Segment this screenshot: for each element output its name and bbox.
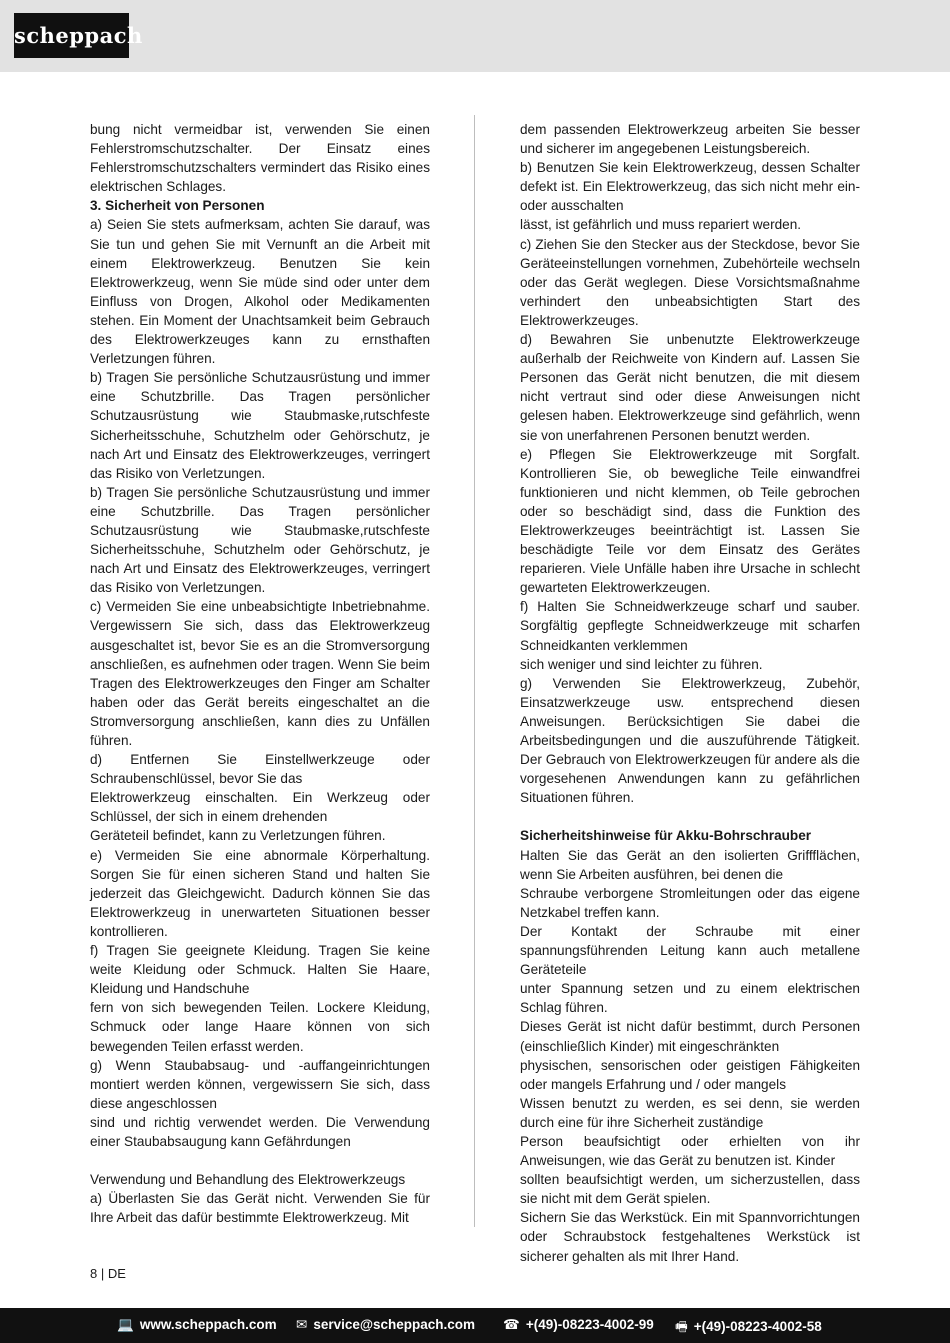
paragraph: b) Tragen Sie persönliche Schutzausrüstung und immer eine Schutzbrille. Das Tragen persönlicher Schutzausrüstung wie Staubmaske,rutschfeste Sicherheitsschuhe, Schutzhelm oder Gehörschutz, je nach Art und Einsatz des Elektrowerkzeuges, verringert das Risiko von Verletzungen. [90,370,430,481]
page-number: 8 | DE [90,1266,126,1281]
paragraph: d) Bewahren Sie unbenutzte Elektrowerkzeuge außerhalb der Reichweite von Kindern auf. Lassen Sie Personen das Gerät nicht benutzen, die mit diesem nicht vertraut sind oder diese Anweisungen nicht gelesen haben. Elektrowerkzeuge sind gefährlich, wenn sie von unerfahrenen Personen benutzt werden. [520,332,860,443]
header-band [0,0,950,72]
paragraph: fern von sich bewegenden Teilen. Lockere Kleidung, Schmuck oder lange Haare können von sich bewegenden Teilen erfasst werden. [90,1000,430,1054]
paragraph: unter Spannung setzen und zu einem elektrischen Schlag führen. [520,981,860,1016]
paragraph: e) Pflegen Sie Elektrowerkzeuge mit Sorgfalt. Kontrollieren Sie, ob bewegliche Teile einwandfrei funktionieren und nicht klemmen, ob Teile gebrochen oder so beschädigt sind, dass die Funktion des Elektrowerkzeuges beeinträchtigt ist. Lassen Sie beschädigte Teile vor dem Einsatz des Gerätes reparieren. Viele Unfälle haben ihre Ursache in schlecht gewarteten Elektrowerkzeugen. [520,446,860,596]
paragraph: dem passenden Elektrowerkzeug arbeiten Sie besser und sicherer im angegebenen Leistungsbereich. [520,122,860,157]
footer-phone[interactable] [503,1317,654,1333]
right-column [520,120,860,1266]
mail-icon: ✉ [296,1317,308,1332]
paragraph: b) Tragen Sie persönliche Schutzausrüstung und immer eine Schutzbrille. Das Tragen persönlicher Schutzausrüstung wie Staubmaske,rutschfeste Sicherheitsschuhe, Schutzhelm oder Gehörschutz, je nach Art und Einsatz des Elektrowerkzeuges, verringert das Risiko von Verletzungen. [90,484,430,596]
section-heading: 3. Sicherheit von Personen [90,198,265,214]
paragraph: b) Benutzen Sie kein Elektrowerkzeug, dessen Schalter defekt ist. Ein Elektrowerkzeug, das sich nicht mehr ein- oder ausschalten [520,160,860,214]
fax-icon: 🖷 [675,1319,688,1334]
paragraph: Der Kontakt der Schraube mit einer spannungsführenden Leitung kann auch metallene Geräteteile [520,923,860,978]
footer-bar [0,1308,950,1343]
paragraph: Geräteteil befindet, kann zu Verletzungen führen. [90,828,386,844]
website-link[interactable]: www.scheppach.com [139,1317,277,1332]
paragraph: g) Verwenden Sie Elektrowerkzeug, Zubehör, Einsatzwerkzeuge usw. entsprechend diesen Anweisungen. Berücksichtigen Sie dabei die Arbeitsbedingungen und die auszuführende Tätigkeit. Der Gebrauch von Elektrowerkzeugen für andere als die vorgesehenen Anwendungen kann zu gefährlichen Situationen führen. [520,675,860,806]
footer-fax [675,1317,822,1340]
paragraph: sollten beaufsichtigt werden, um sicherzustellen, dass sie nicht mit dem Gerät spielen. [520,1172,860,1207]
fax-number: +(49)-08223-4002-58 [693,1319,822,1334]
phone-icon: ☎ [503,1317,520,1332]
paragraph: f) Halten Sie Schneidwerkzeuge scharf und sauber. Sorgfältig gepflegte Schneidwerkzeuge mit scharfen Schneidkanten verklemmen [520,599,860,653]
paragraph: f) Tragen Sie geeignete Kleidung. Tragen Sie keine weite Kleidung oder Schmuck. Halten Sie Haare, Kleidung und Handschuhe [90,943,430,997]
section-heading: Sicherheitshinweise für Akku-Bohrschrauber [520,828,812,844]
paragraph: a) Seien Sie stets aufmerksam, achten Sie darauf, was Sie tun und gehen Sie mit Vernunft an die Arbeit mit einem Elektrowerkzeug. Benutzen Sie kein Elektrowerkzeug, wenn Sie müde sind oder unter dem Einfluss von Drogen, Alkohol oder Medikamenten stehen. Ein Moment der Unachtsamkeit beim Gebrauch des Elektrowerkzeuges kann zu ernsthaften Verletzungen führen. [90,217,430,367]
paragraph: Sichern Sie das Werkstück. Ein mit Spannvorrichtungen oder Schraubstock festgehaltenes Werkstück ist sicherer gehalten als mit Ihrer Hand. [520,1210,860,1264]
email-link[interactable]: service@scheppach.com [313,1317,476,1332]
laptop-icon: 💻 [117,1317,134,1332]
footer-website[interactable] [117,1317,277,1333]
paragraph: Elektrowerkzeug einschalten. Ein Werkzeug oder Schlüssel, der sich in einem drehenden [90,790,430,825]
paragraph: Dieses Gerät ist nicht dafür bestimmt, durch Personen (einschließlich Kinder) mit eingeschränkten [520,1019,860,1054]
paragraph: lässt, ist gefährlich und muss repariert werden. [520,217,802,233]
column-divider [474,115,475,1227]
paragraph: c) Ziehen Sie den Stecker aus der Steckdose, bevor Sie Geräteeinstellungen vornehmen, Zubehörteile wechseln oder das Gerät weglegen. Diese Vorsichtsmaßnahme verhindert den unbeabsichtigten Start des Elektrowerkzeuges. [520,236,860,328]
paragraph: sind und richtig verwendet werden. Die Verwendung einer Staubabsaugung kann Gefährdungen [90,1114,430,1149]
paragraph: bung nicht vermeidbar ist, verwenden Sie einen Fehlerstromschutzschalter. Der Einsatz eines Fehlerstromschutzschalters vermindert das Risiko eines elektrischen Schlages. [90,122,430,195]
paragraph-gap [520,807,860,826]
left-column [90,120,430,1227]
paragraph: sich weniger und sind leichter zu führen. [520,656,763,672]
paragraph: Schraube verborgene Stromleitungen oder das eigene Netzkabel treffen kann. [520,885,860,920]
phone-number[interactable]: +(49)-08223-4002-99 [525,1317,654,1332]
subsection-title: Verwendung und Behandlung des Elektrowerkzeugs [90,1172,406,1188]
footer-email[interactable] [296,1317,475,1333]
paragraph: c) Vermeiden Sie eine unbeabsichtigte Inbetriebnahme. Vergewissern Sie sich, dass das Elektrowerkzeug ausgeschaltet ist, bevor Sie es an die Stromversorgung anschließen, es aufnehmen oder tragen. Wenn Sie beim Tragen des Elektrowerkzeuges den Finger am Schalter haben oder das Gerät bereits eingeschaltet an die Stromversorgung anschließen, kann dies zu Unfällen führen. [90,599,430,748]
paragraph: g) Wenn Staubabsaug- und -auffangeinrichtungen montiert werden können, vergewissern Sie sich, dass diese angeschlossen [90,1057,430,1111]
paragraph: physischen, sensorischen oder geistigen Fähigkeiten oder mangels Erfahrung und / oder mangels [520,1057,860,1092]
paragraph: e) Vermeiden Sie eine abnormale Körperhaltung. Sorgen Sie für einen sicheren Stand und halten Sie jederzeit das Gleichgewicht. Dadurch können Sie das Elektrowerkzeug in unerwarteten Situationen besser kontrollieren. [90,847,430,939]
paragraph: d) Entfernen Sie Einstellwerkzeuge oder Schraubenschlüssel, bevor Sie das [90,752,430,787]
paragraph: Halten Sie das Gerät an den isolierten Griffflächen, wenn Sie Arbeiten ausführen, bei denen die [520,847,860,882]
paragraph: Wissen benutzt zu werden, es sei denn, sie werden durch eine für ihre Sicherheit zuständige [520,1095,860,1130]
paragraph: Person beaufsichtigt oder erhielten von ihr Anweisungen, wie das Gerät zu benutzen ist. Kinder [520,1133,860,1169]
scheppach-logo[interactable]: scheppach [14,13,129,58]
paragraph-gap [90,1151,430,1170]
paragraph: a) Überlasten Sie das Gerät nicht. Verwenden Sie für Ihre Arbeit das dafür bestimmte Elektrowerkzeug. Mit [90,1191,430,1226]
